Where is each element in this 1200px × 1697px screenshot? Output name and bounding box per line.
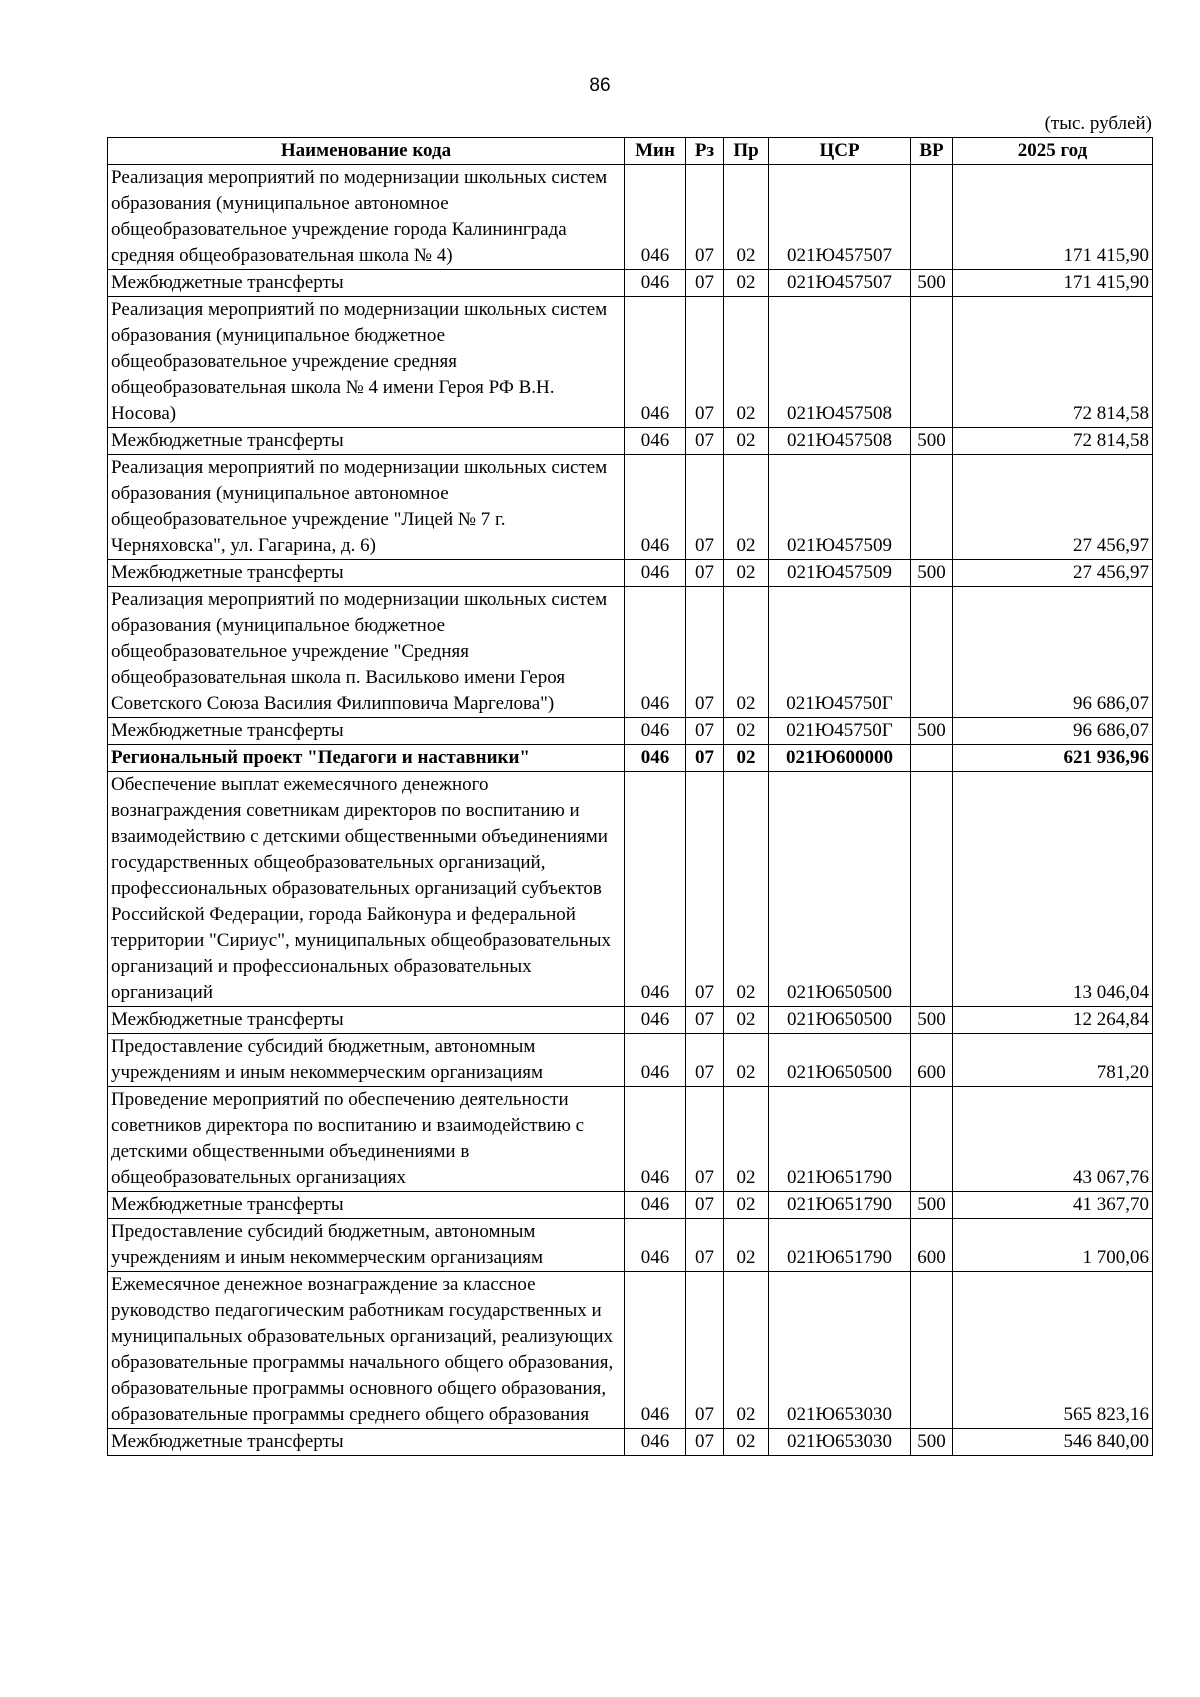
- cell-vr: 600: [911, 1219, 953, 1272]
- cell-name: Межбюджетные трансферты: [108, 1429, 625, 1456]
- table-row: [108, 455, 1153, 560]
- cell-min: 046: [625, 1219, 686, 1272]
- cell-vr: [911, 1272, 953, 1429]
- cell-pr: 02: [724, 1087, 769, 1192]
- cell-amount: 171 415,90: [953, 165, 1153, 270]
- cell-name: Предоставление субсидий бюджетным, автономным учреждениям и иным некоммерческим организациям: [108, 1219, 625, 1272]
- cell-min: 046: [625, 455, 686, 560]
- cell-amount: 72 814,58: [953, 428, 1153, 455]
- cell-rz: 07: [686, 165, 724, 270]
- cell-pr: 02: [724, 428, 769, 455]
- cell-name: Реализация мероприятий по модернизации школьных систем образования (муниципальное бюджетное общеобразовательное учреждение средняя общеобразовательная школа № 4 имени Героя РФ В.Н. Носова): [108, 297, 625, 428]
- table-row: [108, 1219, 1153, 1272]
- cell-csr: 021Ю457509: [769, 560, 911, 587]
- cell-min: 046: [625, 772, 686, 1007]
- cell-name: Реализация мероприятий по модернизации школьных систем образования (муниципальное автономное общеобразовательное учреждение города Калининграда средняя общеобразовательная школа № 4): [108, 165, 625, 270]
- budget-table: [107, 137, 1153, 1456]
- cell-vr: [911, 587, 953, 718]
- cell-rz: 07: [686, 745, 724, 772]
- cell-csr: 021Ю651790: [769, 1192, 911, 1219]
- cell-rz: 07: [686, 587, 724, 718]
- cell-min: 046: [625, 270, 686, 297]
- cell-pr: 02: [724, 297, 769, 428]
- table-row: [108, 1034, 1153, 1087]
- cell-pr: 02: [724, 718, 769, 745]
- table-row: [108, 1007, 1153, 1034]
- cell-rz: 07: [686, 718, 724, 745]
- table-row: [108, 718, 1153, 745]
- table-row: [108, 297, 1153, 428]
- cell-csr: 021Ю653030: [769, 1429, 911, 1456]
- cell-vr: [911, 165, 953, 270]
- cell-csr: 021Ю457508: [769, 297, 911, 428]
- cell-name: Региональный проект "Педагоги и наставники": [108, 745, 625, 772]
- cell-amount: 565 823,16: [953, 1272, 1153, 1429]
- cell-amount: 13 046,04: [953, 772, 1153, 1007]
- cell-csr: 021Ю600000: [769, 745, 911, 772]
- cell-min: 046: [625, 1429, 686, 1456]
- cell-csr: 021Ю650500: [769, 1034, 911, 1087]
- cell-amount: 96 686,07: [953, 587, 1153, 718]
- cell-name: Межбюджетные трансферты: [108, 1192, 625, 1219]
- cell-vr: 500: [911, 1007, 953, 1034]
- cell-pr: 02: [724, 772, 769, 1007]
- cell-min: 046: [625, 587, 686, 718]
- cell-pr: 02: [724, 560, 769, 587]
- cell-min: 046: [625, 1192, 686, 1219]
- cell-rz: 07: [686, 1272, 724, 1429]
- cell-pr: 02: [724, 165, 769, 270]
- cell-rz: 07: [686, 1007, 724, 1034]
- cell-name: Межбюджетные трансферты: [108, 270, 625, 297]
- cell-min: 046: [625, 1272, 686, 1429]
- cell-min: 046: [625, 718, 686, 745]
- cell-amount: 621 936,96: [953, 745, 1153, 772]
- cell-amount: 41 367,70: [953, 1192, 1153, 1219]
- cell-amount: 72 814,58: [953, 297, 1153, 428]
- cell-vr: [911, 1087, 953, 1192]
- table-row: [108, 270, 1153, 297]
- cell-name: Проведение мероприятий по обеспечению деятельности советников директора по воспитанию и взаимодействию с детскими общественными объединениями в общеобразовательных организациях: [108, 1087, 625, 1192]
- table-row: [108, 560, 1153, 587]
- table-row: [108, 1192, 1153, 1219]
- cell-min: 046: [625, 297, 686, 428]
- header-name: Наименование кода: [108, 138, 625, 165]
- cell-pr: 02: [724, 1034, 769, 1087]
- cell-amount: 546 840,00: [953, 1429, 1153, 1456]
- cell-name: Реализация мероприятий по модернизации школьных систем образования (муниципальное автономное общеобразовательное учреждение "Лицей № 7 г. Черняховска", ул. Гагарина, д. 6): [108, 455, 625, 560]
- cell-rz: 07: [686, 428, 724, 455]
- header-csr: ЦСР: [769, 138, 911, 165]
- cell-csr: 021Ю650500: [769, 1007, 911, 1034]
- cell-name: Межбюджетные трансферты: [108, 1007, 625, 1034]
- header-rz: Рз: [686, 138, 724, 165]
- header-min: Мин: [625, 138, 686, 165]
- cell-pr: 02: [724, 745, 769, 772]
- cell-vr: [911, 772, 953, 1007]
- cell-csr: 021Ю457509: [769, 455, 911, 560]
- header-vr: ВР: [911, 138, 953, 165]
- cell-vr: 500: [911, 1429, 953, 1456]
- header-pr: Пр: [724, 138, 769, 165]
- cell-csr: 021Ю457507: [769, 165, 911, 270]
- cell-rz: 07: [686, 1087, 724, 1192]
- table-row: [108, 1272, 1153, 1429]
- cell-min: 046: [625, 1034, 686, 1087]
- units-label: (тыс. рублей): [1044, 113, 1152, 134]
- cell-name: Реализация мероприятий по модернизации школьных систем образования (муниципальное бюджетное общеобразовательное учреждение "Средняя общеобразовательная школа п. Васильково имени Героя Советского Союза Василия Филипповича Маргелова"): [108, 587, 625, 718]
- cell-name: Межбюджетные трансферты: [108, 718, 625, 745]
- cell-min: 046: [625, 165, 686, 270]
- table-row: [108, 1087, 1153, 1192]
- cell-rz: 07: [686, 1219, 724, 1272]
- cell-rz: 07: [686, 772, 724, 1007]
- table-body: [108, 165, 1153, 1456]
- cell-vr: 500: [911, 718, 953, 745]
- cell-rz: 07: [686, 455, 724, 560]
- cell-pr: 02: [724, 587, 769, 718]
- cell-name: Обеспечение выплат ежемесячного денежного вознаграждения советникам директоров по воспитанию и взаимодействию с детскими общественными объединениями государственных общеобразовательных организаций, профессиональных образовательных организаций субъектов Российской Федерации, города Байконура и федеральной территории "Сириус", муниципальных общеобразовательных организаций и профессиональных образовательных организаций: [108, 772, 625, 1007]
- cell-rz: 07: [686, 297, 724, 428]
- cell-pr: 02: [724, 1429, 769, 1456]
- table-row: [108, 772, 1153, 1007]
- cell-rz: 07: [686, 1429, 724, 1456]
- cell-pr: 02: [724, 1007, 769, 1034]
- cell-pr: 02: [724, 455, 769, 560]
- cell-csr: 021Ю45750Г: [769, 587, 911, 718]
- header-year: 2025 год: [953, 138, 1153, 165]
- table-row: [108, 1429, 1153, 1456]
- cell-vr: [911, 455, 953, 560]
- cell-amount: 171 415,90: [953, 270, 1153, 297]
- cell-vr: 500: [911, 560, 953, 587]
- table-row: [108, 428, 1153, 455]
- cell-rz: 07: [686, 1034, 724, 1087]
- cell-amount: 96 686,07: [953, 718, 1153, 745]
- cell-csr: 021Ю650500: [769, 772, 911, 1007]
- cell-name: Межбюджетные трансферты: [108, 560, 625, 587]
- cell-pr: 02: [724, 1192, 769, 1219]
- cell-min: 046: [625, 560, 686, 587]
- cell-rz: 07: [686, 560, 724, 587]
- cell-amount: 27 456,97: [953, 455, 1153, 560]
- cell-vr: [911, 297, 953, 428]
- cell-rz: 07: [686, 1192, 724, 1219]
- cell-name: Ежемесячное денежное вознаграждение за классное руководство педагогическим работникам государственных и муниципальных образовательных организаций, реализующих образовательные программы начального общего образования, образовательные программы основного общего образования, образовательные программы среднего общего образования: [108, 1272, 625, 1429]
- cell-amount: 781,20: [953, 1034, 1153, 1087]
- cell-min: 046: [625, 1087, 686, 1192]
- cell-vr: 500: [911, 1192, 953, 1219]
- cell-min: 046: [625, 428, 686, 455]
- cell-csr: 021Ю457507: [769, 270, 911, 297]
- cell-min: 046: [625, 1007, 686, 1034]
- cell-csr: 021Ю651790: [769, 1219, 911, 1272]
- cell-vr: 500: [911, 270, 953, 297]
- cell-name: Предоставление субсидий бюджетным, автономным учреждениям и иным некоммерческим организациям: [108, 1034, 625, 1087]
- cell-min: 046: [625, 745, 686, 772]
- cell-pr: 02: [724, 1272, 769, 1429]
- cell-amount: 43 067,76: [953, 1087, 1153, 1192]
- cell-csr: 021Ю651790: [769, 1087, 911, 1192]
- table-row: [108, 587, 1153, 718]
- table-row: [108, 165, 1153, 270]
- cell-csr: 021Ю653030: [769, 1272, 911, 1429]
- cell-vr: 500: [911, 428, 953, 455]
- cell-amount: 12 264,84: [953, 1007, 1153, 1034]
- cell-vr: 600: [911, 1034, 953, 1087]
- cell-amount: 27 456,97: [953, 560, 1153, 587]
- cell-amount: 1 700,06: [953, 1219, 1153, 1272]
- cell-rz: 07: [686, 270, 724, 297]
- header-row: [108, 138, 1153, 165]
- cell-vr: [911, 745, 953, 772]
- cell-name: Межбюджетные трансферты: [108, 428, 625, 455]
- cell-csr: 021Ю45750Г: [769, 718, 911, 745]
- page-number: 86: [589, 75, 611, 96]
- cell-pr: 02: [724, 270, 769, 297]
- cell-csr: 021Ю457508: [769, 428, 911, 455]
- table-row: [108, 745, 1153, 772]
- cell-pr: 02: [724, 1219, 769, 1272]
